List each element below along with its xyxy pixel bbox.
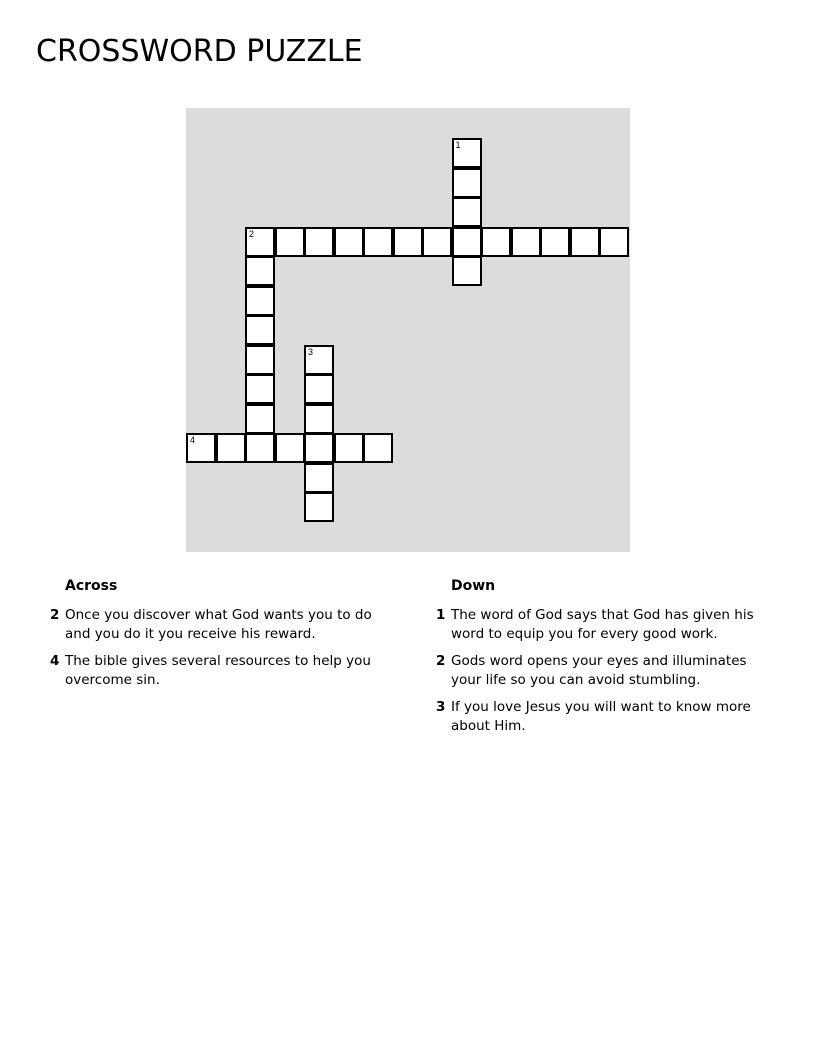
- crossword-cell[interactable]: [422, 227, 452, 257]
- across-clues: [44, 578, 384, 698]
- clue-across-2: [44, 606, 384, 644]
- clue-number: 2: [50, 607, 60, 623]
- down-heading: Down: [451, 578, 496, 594]
- page-title: CROSSWORD PUZZLE: [36, 34, 363, 69]
- crossword-cell[interactable]: [481, 227, 511, 257]
- crossword-cell[interactable]: [363, 227, 393, 257]
- clue-down-1: [430, 606, 780, 644]
- clue-text: The word of God says that God has given his word to equip you for every good work.: [451, 607, 754, 642]
- crossword-cell[interactable]: [599, 227, 629, 257]
- clue-down-3: [430, 698, 780, 736]
- cell-number: 4: [190, 435, 196, 445]
- crossword-cell[interactable]: [245, 315, 275, 345]
- crossword-cell[interactable]: [363, 433, 393, 463]
- crossword-cell[interactable]: [334, 227, 364, 257]
- clue-text: Gods word opens your eyes and illuminates your life so you can avoid stumbling.: [451, 653, 747, 688]
- clue-text: If you love Jesus you will want to know more about Him.: [451, 699, 751, 734]
- crossword-cell[interactable]: [452, 138, 482, 168]
- crossword-cell[interactable]: [245, 227, 275, 257]
- clue-number: 3: [436, 699, 446, 715]
- crossword-cell[interactable]: [304, 492, 334, 522]
- clue-number: 2: [436, 653, 446, 669]
- crossword-cell[interactable]: [245, 433, 275, 463]
- down-clues: [430, 578, 780, 744]
- crossword-cell[interactable]: [275, 227, 305, 257]
- cell-number: 3: [308, 346, 314, 357]
- crossword-cell[interactable]: [245, 256, 275, 286]
- crossword-cell[interactable]: [245, 345, 275, 375]
- clue-text: The bible gives several resources to help you overcome sin.: [65, 653, 371, 688]
- crossword-cell[interactable]: [452, 168, 482, 198]
- crossword-cell[interactable]: [245, 374, 275, 404]
- cell-number: 2: [249, 228, 255, 239]
- crossword-cell[interactable]: [275, 433, 305, 463]
- crossword-cell[interactable]: [304, 227, 334, 257]
- crossword-cell[interactable]: [304, 345, 334, 375]
- clue-number: 4: [50, 653, 60, 669]
- crossword-cell[interactable]: [511, 227, 541, 257]
- clue-number: 1: [436, 607, 446, 623]
- crossword-grid: [186, 108, 630, 552]
- across-heading: Across: [65, 578, 118, 594]
- crossword-cell[interactable]: [245, 404, 275, 434]
- crossword-cell[interactable]: [304, 433, 334, 463]
- crossword-cell[interactable]: [452, 197, 482, 227]
- crossword-cell[interactable]: [334, 433, 364, 463]
- clue-across-4: [44, 652, 384, 690]
- clue-text: Once you discover what God wants you to do and you do it you receive his reward.: [65, 607, 372, 642]
- crossword-cell[interactable]: [540, 227, 570, 257]
- crossword-cell[interactable]: [304, 374, 334, 404]
- crossword-cell[interactable]: [304, 404, 334, 434]
- crossword-cell[interactable]: [245, 286, 275, 316]
- crossword-cell[interactable]: [452, 227, 482, 257]
- crossword-cell[interactable]: [304, 463, 334, 493]
- crossword-cell[interactable]: [186, 433, 216, 463]
- crossword-cell[interactable]: [216, 433, 246, 463]
- crossword-cell[interactable]: [570, 227, 600, 257]
- clue-down-2: [430, 652, 780, 690]
- crossword-cell[interactable]: [393, 227, 423, 257]
- crossword-cell[interactable]: [452, 256, 482, 286]
- cell-number: 1: [455, 140, 461, 150]
